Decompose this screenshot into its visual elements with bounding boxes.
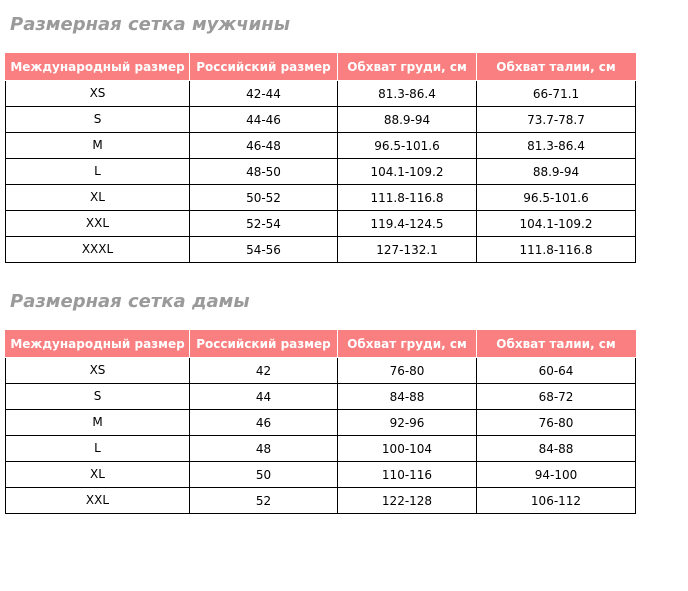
table-row xyxy=(6,410,636,436)
cell-russian-size: 44 xyxy=(190,384,338,410)
header-waist-girth: Обхват талии, см xyxy=(477,331,636,358)
cell-international-size: XS xyxy=(6,81,190,107)
cell-chest-girth: 76-80 xyxy=(338,358,477,384)
cell-chest-girth: 104.1-109.2 xyxy=(338,159,477,185)
cell-waist-girth: 68-72 xyxy=(477,384,636,410)
cell-russian-size: 54-56 xyxy=(190,237,338,263)
cell-international-size: XXL xyxy=(6,211,190,237)
men-size-table xyxy=(5,53,636,263)
table-row xyxy=(6,133,636,159)
men-size-chart-title: Размерная сетка мужчины xyxy=(10,14,290,35)
cell-waist-girth: 76-80 xyxy=(477,410,636,436)
header-waist-girth: Обхват талии, см xyxy=(477,54,636,81)
cell-international-size: L xyxy=(6,436,190,462)
cell-international-size: S xyxy=(6,384,190,410)
header-chest-girth: Обхват груди, см xyxy=(338,54,477,81)
cell-russian-size: 50 xyxy=(190,462,338,488)
cell-chest-girth: 81.3-86.4 xyxy=(338,81,477,107)
cell-russian-size: 52 xyxy=(190,488,338,514)
cell-chest-girth: 127-132.1 xyxy=(338,237,477,263)
table-header-row xyxy=(6,54,636,81)
header-russian-size: Российский размер xyxy=(190,54,338,81)
table-row xyxy=(6,436,636,462)
cell-russian-size: 48-50 xyxy=(190,159,338,185)
cell-waist-girth: 106-112 xyxy=(477,488,636,514)
cell-waist-girth: 81.3-86.4 xyxy=(477,133,636,159)
table-row xyxy=(6,488,636,514)
cell-russian-size: 42-44 xyxy=(190,81,338,107)
cell-russian-size: 42 xyxy=(190,358,338,384)
table-row xyxy=(6,462,636,488)
cell-russian-size: 44-46 xyxy=(190,107,338,133)
women-size-chart-title: Размерная сетка дамы xyxy=(10,291,250,312)
cell-chest-girth: 119.4-124.5 xyxy=(338,211,477,237)
cell-international-size: XXXL xyxy=(6,237,190,263)
cell-international-size: XL xyxy=(6,462,190,488)
table-row xyxy=(6,358,636,384)
cell-waist-girth: 60-64 xyxy=(477,358,636,384)
cell-international-size: XS xyxy=(6,358,190,384)
header-international-size: Международный размер xyxy=(6,331,190,358)
table-row xyxy=(6,237,636,263)
header-russian-size: Российский размер xyxy=(190,331,338,358)
cell-chest-girth: 122-128 xyxy=(338,488,477,514)
cell-russian-size: 52-54 xyxy=(190,211,338,237)
cell-waist-girth: 111.8-116.8 xyxy=(477,237,636,263)
cell-russian-size: 50-52 xyxy=(190,185,338,211)
table-row xyxy=(6,107,636,133)
cell-russian-size: 46-48 xyxy=(190,133,338,159)
cell-waist-girth: 84-88 xyxy=(477,436,636,462)
cell-chest-girth: 111.8-116.8 xyxy=(338,185,477,211)
cell-waist-girth: 96.5-101.6 xyxy=(477,185,636,211)
cell-international-size: M xyxy=(6,133,190,159)
cell-waist-girth: 66-71.1 xyxy=(477,81,636,107)
cell-chest-girth: 92-96 xyxy=(338,410,477,436)
cell-chest-girth: 84-88 xyxy=(338,384,477,410)
cell-chest-girth: 110-116 xyxy=(338,462,477,488)
cell-international-size: XL xyxy=(6,185,190,211)
cell-chest-girth: 96.5-101.6 xyxy=(338,133,477,159)
table-row xyxy=(6,211,636,237)
cell-waist-girth: 88.9-94 xyxy=(477,159,636,185)
cell-chest-girth: 88.9-94 xyxy=(338,107,477,133)
cell-chest-girth: 100-104 xyxy=(338,436,477,462)
cell-waist-girth: 94-100 xyxy=(477,462,636,488)
header-international-size: Международный размер xyxy=(6,54,190,81)
table-header-row xyxy=(6,331,636,358)
cell-waist-girth: 104.1-109.2 xyxy=(477,211,636,237)
cell-international-size: XXL xyxy=(6,488,190,514)
cell-international-size: M xyxy=(6,410,190,436)
table-row xyxy=(6,185,636,211)
cell-waist-girth: 73.7-78.7 xyxy=(477,107,636,133)
women-size-table xyxy=(5,330,636,514)
cell-russian-size: 46 xyxy=(190,410,338,436)
table-row xyxy=(6,159,636,185)
cell-international-size: L xyxy=(6,159,190,185)
cell-russian-size: 48 xyxy=(190,436,338,462)
table-row xyxy=(6,384,636,410)
table-row xyxy=(6,81,636,107)
header-chest-girth: Обхват груди, см xyxy=(338,331,477,358)
cell-international-size: S xyxy=(6,107,190,133)
